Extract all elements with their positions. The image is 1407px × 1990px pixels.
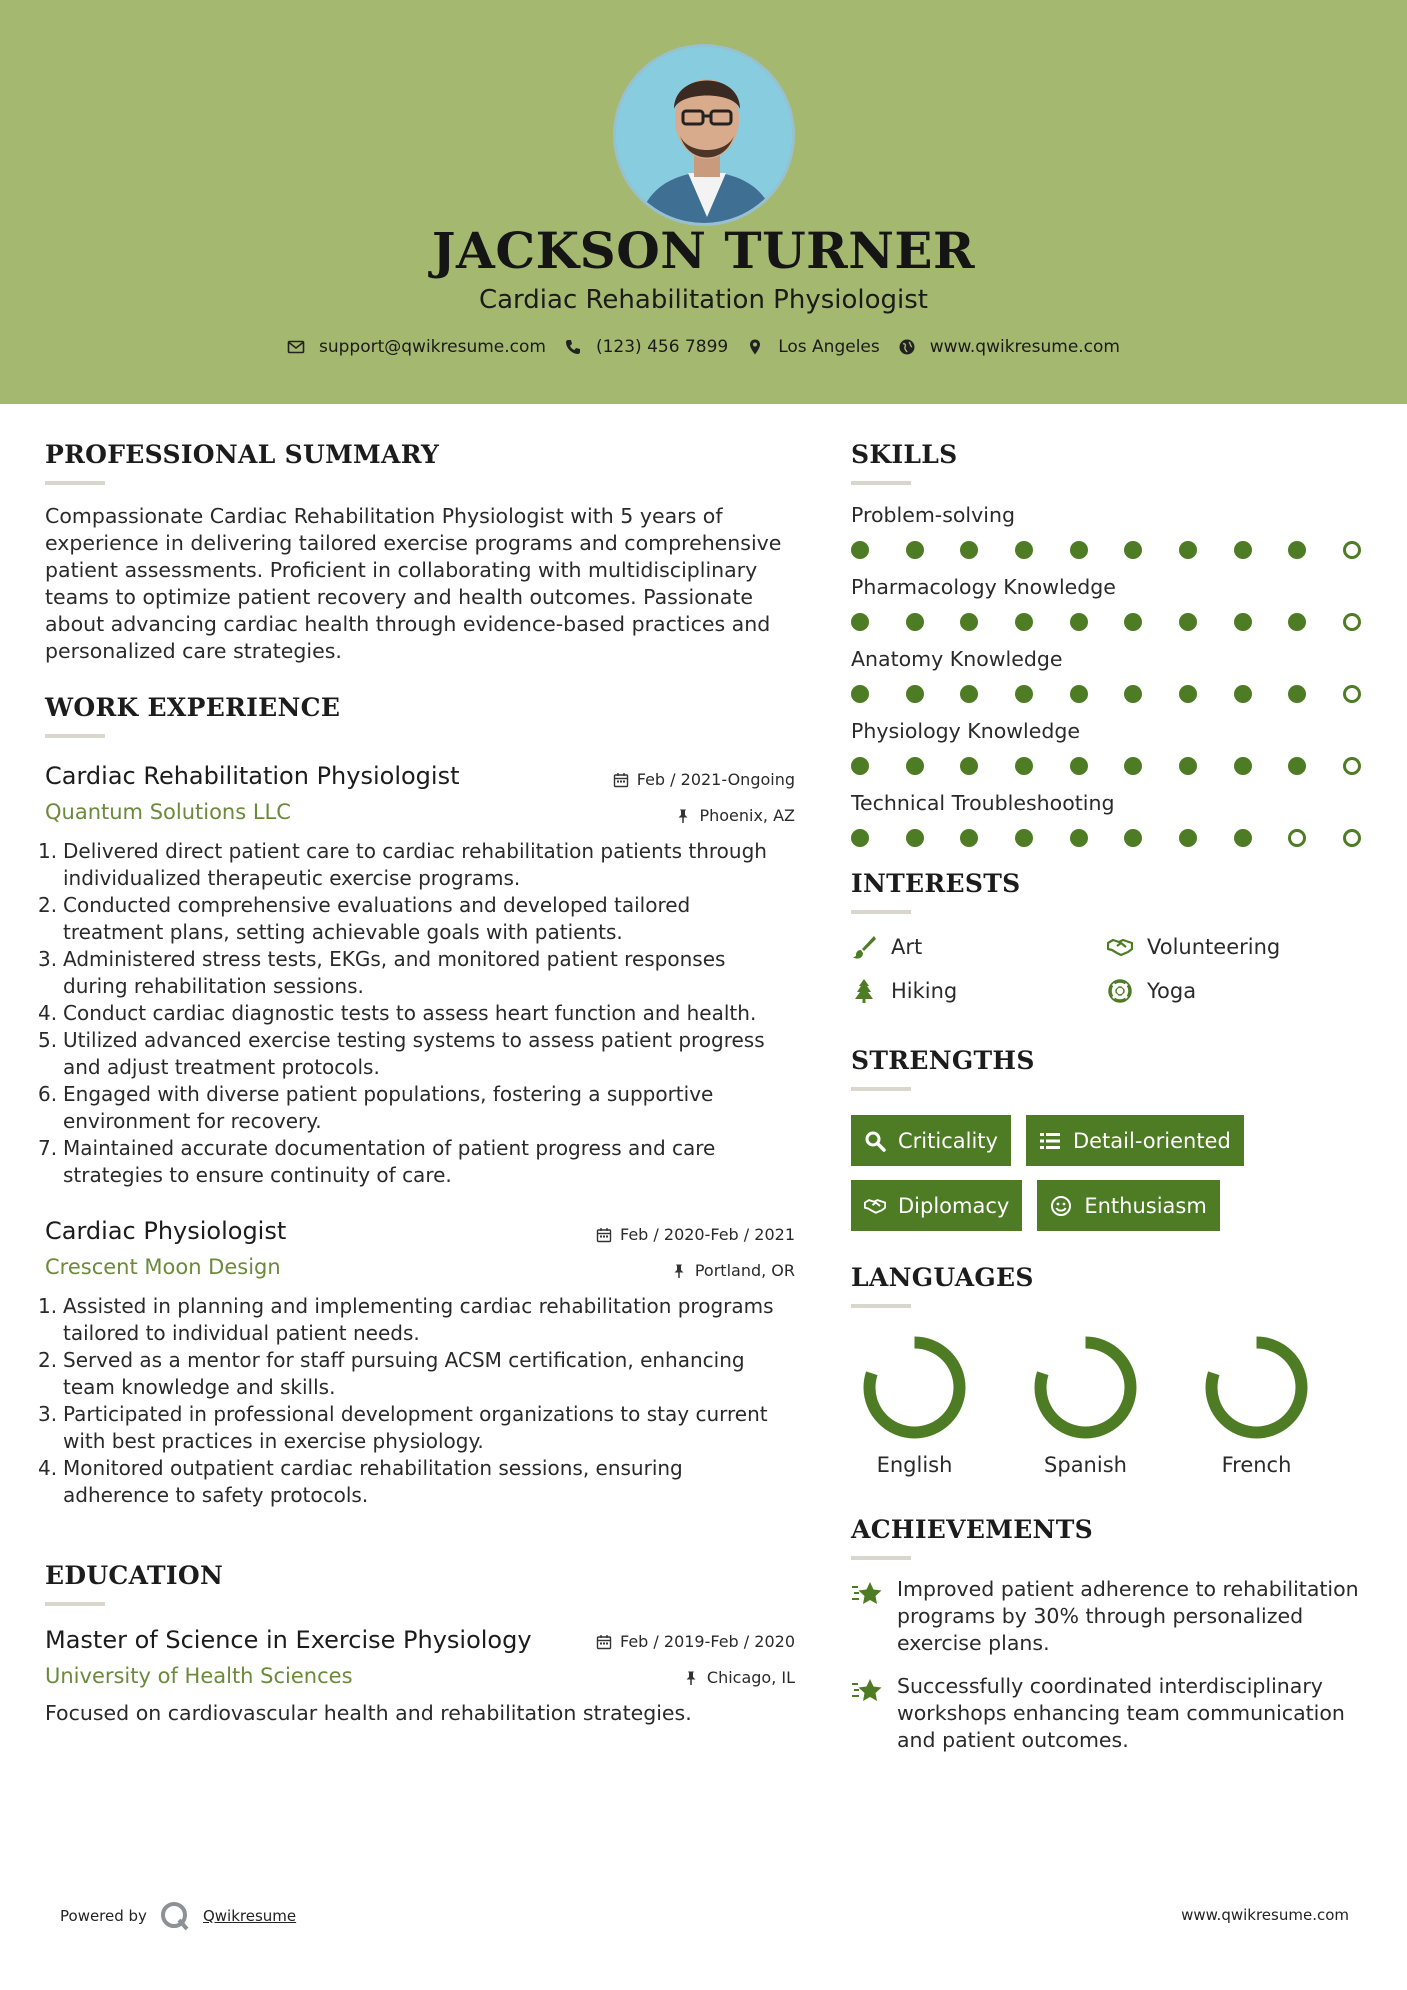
strength-tag (1037, 1180, 1219, 1231)
skill-rating (851, 757, 1361, 775)
rating-dot-filled (1124, 541, 1142, 559)
strength-tag (851, 1180, 1022, 1231)
calendar-icon (596, 1634, 612, 1650)
phone-text: (123) 456 7899 (595, 337, 729, 357)
list-item: 4. Conduct cardiac diagnostic tests to assess heart function and health. (38, 1001, 757, 1025)
strength-label: Enthusiasm (1084, 1193, 1207, 1218)
section-heading: ACHIEVEMENTS (851, 1515, 1093, 1544)
rating-dot-filled (1179, 613, 1197, 631)
handshake-icon (1107, 934, 1133, 960)
achievements-section (851, 1515, 1371, 1754)
languages-list (851, 1330, 1371, 1477)
language-progress-arc (1041, 1343, 1131, 1433)
job-title: Cardiac Rehabilitation Physiologist (45, 762, 460, 790)
profile-photo (613, 44, 795, 226)
rating-dot-filled (1234, 613, 1252, 631)
globe-icon (898, 338, 916, 356)
job-bullets (38, 1293, 795, 1509)
language-name: French (1221, 1453, 1292, 1477)
rating-dot-empty (1343, 541, 1361, 559)
contact-email[interactable] (287, 337, 546, 357)
skill-rating (851, 541, 1361, 559)
education-section (45, 1561, 795, 1727)
rating-dot-filled (1234, 541, 1252, 559)
language-progress-arc (870, 1343, 960, 1433)
rating-dot-filled (1179, 829, 1197, 847)
job-entry (38, 762, 795, 1189)
rating-dot-filled (906, 613, 924, 631)
language-item (1199, 1330, 1314, 1477)
job-company: Quantum Solutions LLC (45, 800, 291, 824)
language-name: Spanish (1044, 1453, 1127, 1477)
rating-dot-filled (1288, 541, 1306, 559)
list-item: 3. Participated in professional development organizations to stay current with best practices in exercise physiology. (38, 1402, 768, 1453)
tree-icon (851, 978, 877, 1004)
list-item: 6. Engaged with diverse patient populations, fostering a supportive environment for recovery. (38, 1082, 714, 1133)
rating-dot-filled (851, 829, 869, 847)
skill-rating (851, 685, 1361, 703)
strengths-section (851, 1046, 1371, 1231)
brand-link[interactable]: Qwikresume (202, 1907, 297, 1925)
star-icon (851, 1675, 883, 1707)
section-heading: INTERESTS (851, 869, 1021, 898)
rating-dot-filled (906, 757, 924, 775)
list-item: 2. Served as a mentor for staff pursuing ACSM certification, enhancing team knowledge and skills. (38, 1348, 745, 1399)
rating-dot-empty (1343, 829, 1361, 847)
rating-dot-filled (1124, 685, 1142, 703)
rating-dot-filled (960, 613, 978, 631)
job-company: Crescent Moon Design (45, 1255, 281, 1279)
lifebuoy-icon (1107, 978, 1133, 1004)
interest-item (1107, 934, 1363, 960)
strength-label: Diplomacy (898, 1193, 1010, 1218)
website-text: www.qwikresume.com (929, 337, 1120, 357)
language-name: English (876, 1453, 953, 1477)
list-item: 1. Assisted in planning and implementing cardiac rehabilitation programs tailored to individual patient needs. (38, 1294, 774, 1345)
email-text: support@qwikresume.com (319, 337, 546, 357)
interest-label: Volunteering (1147, 935, 1281, 959)
footer-powered-by (60, 1900, 296, 1932)
list-item: 4. Monitored outpatient cardiac rehabilitation sessions, ensuring adherence to safety protocols. (38, 1456, 683, 1507)
rating-dot-filled (1234, 685, 1252, 703)
language-item (1028, 1330, 1143, 1477)
powered-by-text: Powered by (60, 1907, 147, 1925)
language-item (857, 1330, 972, 1477)
rating-dot-filled (1288, 757, 1306, 775)
education-description: Focused on cardiovascular health and rehabilitation strategies. (45, 1701, 692, 1725)
rating-dot-filled (960, 757, 978, 775)
skill-item (851, 647, 1371, 703)
section-divider (851, 481, 911, 485)
interest-label: Art (891, 935, 923, 959)
rating-dot-filled (1179, 757, 1197, 775)
section-divider (45, 1602, 105, 1606)
rating-dot-filled (1070, 829, 1088, 847)
education-dates-text: Feb / 2019-Feb / 2020 (620, 1632, 795, 1651)
job-location (675, 806, 795, 825)
sidebar-column (851, 440, 1371, 1890)
contact-website[interactable] (898, 337, 1120, 357)
section-heading: PROFESSIONAL SUMMARY (45, 440, 440, 469)
rating-dot-filled (1124, 757, 1142, 775)
rating-dot-filled (1015, 757, 1033, 775)
interests-list (851, 934, 1371, 1004)
rating-dot-filled (851, 613, 869, 631)
education-entry (45, 1626, 795, 1727)
skill-name: Pharmacology Knowledge (851, 575, 1116, 599)
rating-dot-filled (1288, 613, 1306, 631)
rating-dot-filled (1070, 685, 1088, 703)
language-progress-ring (857, 1330, 972, 1445)
achievement-text: Improved patient adherence to rehabilitation programs by 30% through personalized exercise plans. (897, 1577, 1359, 1655)
rating-dot-filled (906, 829, 924, 847)
job-dates (613, 770, 795, 789)
skills-list (851, 503, 1371, 847)
skill-item (851, 719, 1371, 775)
work-section (38, 693, 795, 1509)
list-icon (1039, 1130, 1061, 1152)
rating-dot-empty (1288, 829, 1306, 847)
interest-label: Hiking (891, 979, 958, 1003)
footer-website[interactable]: www.qwikresume.com (1181, 1906, 1349, 1924)
interests-section (851, 869, 1371, 1004)
rating-dot-empty (1343, 613, 1361, 631)
job-dates (596, 1225, 795, 1244)
strength-label: Criticality (898, 1128, 998, 1153)
smile-icon (1050, 1195, 1072, 1217)
rating-dot-filled (851, 685, 869, 703)
rating-dot-filled (960, 685, 978, 703)
qwikresume-logo-icon (159, 1900, 191, 1932)
language-progress-ring (1199, 1330, 1314, 1445)
interest-item (851, 978, 1107, 1004)
handshake-icon (864, 1195, 886, 1217)
rating-dot-filled (1124, 829, 1142, 847)
interest-label: Yoga (1147, 979, 1197, 1003)
achievements-list (851, 1576, 1371, 1754)
rating-dot-filled (960, 829, 978, 847)
skill-rating (851, 829, 1361, 847)
strength-tags (851, 1115, 1351, 1231)
school-name: University of Health Sciences (45, 1664, 353, 1688)
section-divider (851, 910, 911, 914)
section-heading: LANGUAGES (851, 1263, 1034, 1292)
rating-dot-filled (851, 541, 869, 559)
summary-text: Compassionate Cardiac Rehabilitation Physiologist with 5 years of experience in delivering tailored exercise programs and comprehensive patient assessments. Proficient in collaborating with multidisciplinary teams to optimize patient recovery and health outcomes. Passionate about advancing cardiac health through evidence-based practices and personalized care strategies. (45, 504, 782, 663)
section-divider (851, 1087, 911, 1091)
job-location-text: Portland, OR (694, 1261, 795, 1280)
strength-tag (1026, 1115, 1244, 1166)
summary-section (45, 440, 795, 665)
rating-dot-filled (1179, 685, 1197, 703)
candidate-title: Cardiac Rehabilitation Physiologist (478, 285, 929, 315)
skill-item (851, 503, 1371, 559)
pushpin-icon (675, 808, 691, 824)
star-icon (851, 1578, 883, 1610)
section-heading: EDUCATION (45, 1561, 224, 1590)
contact-location (746, 337, 880, 357)
section-divider (45, 481, 105, 485)
skill-name: Technical Troubleshooting (851, 791, 1115, 815)
main-column (38, 440, 795, 1890)
strength-tag (851, 1115, 1011, 1166)
rating-dot-filled (906, 685, 924, 703)
search-icon (864, 1130, 886, 1152)
envelope-icon (287, 338, 305, 356)
rating-dot-filled (1124, 613, 1142, 631)
strength-label: Detail-oriented (1072, 1128, 1231, 1153)
interest-item (851, 934, 1107, 960)
calendar-icon (596, 1227, 612, 1243)
contact-bar (0, 337, 1407, 357)
skill-name: Problem-solving (851, 503, 1015, 527)
rating-dot-filled (1234, 757, 1252, 775)
list-item: 5. Utilized advanced exercise testing systems to assess patient progress and adjust treatment protocols. (38, 1028, 765, 1079)
job-entry (38, 1217, 795, 1509)
rating-dot-empty (1343, 757, 1361, 775)
rating-dot-filled (1070, 757, 1088, 775)
job-location (671, 1261, 795, 1280)
resume-header (0, 0, 1407, 404)
achievement-text: Successfully coordinated interdisciplinary workshops enhancing team communication and patient outcomes. (897, 1674, 1345, 1752)
interest-item (1107, 978, 1363, 1004)
contact-phone[interactable] (564, 337, 728, 357)
achievement-item (851, 1576, 1371, 1657)
achievement-item (851, 1673, 1371, 1754)
language-progress-arc (1212, 1343, 1302, 1433)
rating-dot-filled (1179, 541, 1197, 559)
job-dates-text: Feb / 2020-Feb / 2021 (620, 1225, 795, 1244)
list-item: 7. Maintained accurate documentation of patient progress and care strategies to ensure continuity of care. (38, 1136, 716, 1187)
location-text: Los Angeles (778, 337, 880, 357)
section-heading: SKILLS (851, 440, 958, 469)
paintbrush-icon (851, 934, 877, 960)
rating-dot-filled (1070, 541, 1088, 559)
skill-item (851, 575, 1371, 631)
skill-name: Physiology Knowledge (851, 719, 1080, 743)
job-title: Cardiac Physiologist (45, 1217, 287, 1245)
rating-dot-filled (1234, 829, 1252, 847)
rating-dot-filled (851, 757, 869, 775)
rating-dot-filled (1015, 541, 1033, 559)
section-heading: WORK EXPERIENCE (45, 693, 341, 722)
list-item: 3. Administered stress tests, EKGs, and monitored patient responses during rehabilitation sessions. (38, 947, 726, 998)
rating-dot-filled (1015, 685, 1033, 703)
job-bullets (38, 838, 795, 1189)
rating-dot-filled (1015, 613, 1033, 631)
section-divider (851, 1304, 911, 1308)
map-pin-icon (746, 338, 764, 356)
skill-name: Anatomy Knowledge (851, 647, 1063, 671)
skill-item (851, 791, 1371, 847)
degree-title: Master of Science in Exercise Physiology (45, 1626, 532, 1654)
section-heading: STRENGTHS (851, 1046, 1035, 1075)
job-location-text: Phoenix, AZ (699, 806, 795, 825)
rating-dot-filled (1070, 613, 1088, 631)
list-item: 2. Conducted comprehensive evaluations and developed tailored treatment plans, setting achievable goals with patients. (38, 893, 691, 944)
education-location-text: Chicago, IL (706, 1668, 795, 1687)
rating-dot-empty (1343, 685, 1361, 703)
rating-dot-filled (1288, 685, 1306, 703)
skills-section (851, 440, 1371, 847)
rating-dot-filled (906, 541, 924, 559)
rating-dot-filled (960, 541, 978, 559)
pushpin-icon (683, 1670, 699, 1686)
calendar-icon (613, 772, 629, 788)
candidate-name: JACKSON TURNER (431, 221, 976, 280)
rating-dot-filled (1015, 829, 1033, 847)
phone-icon (564, 338, 582, 356)
education-location (683, 1668, 795, 1687)
skill-rating (851, 613, 1361, 631)
list-item: 1. Delivered direct patient care to cardiac rehabilitation patients through individualized therapeutic exercise programs. (38, 839, 767, 890)
pushpin-icon (671, 1263, 687, 1279)
section-divider (45, 734, 105, 738)
section-divider (851, 1556, 911, 1560)
education-dates (596, 1632, 795, 1651)
job-dates-text: Feb / 2021-Ongoing (636, 770, 795, 789)
language-progress-ring (1028, 1330, 1143, 1445)
languages-section (851, 1263, 1371, 1477)
